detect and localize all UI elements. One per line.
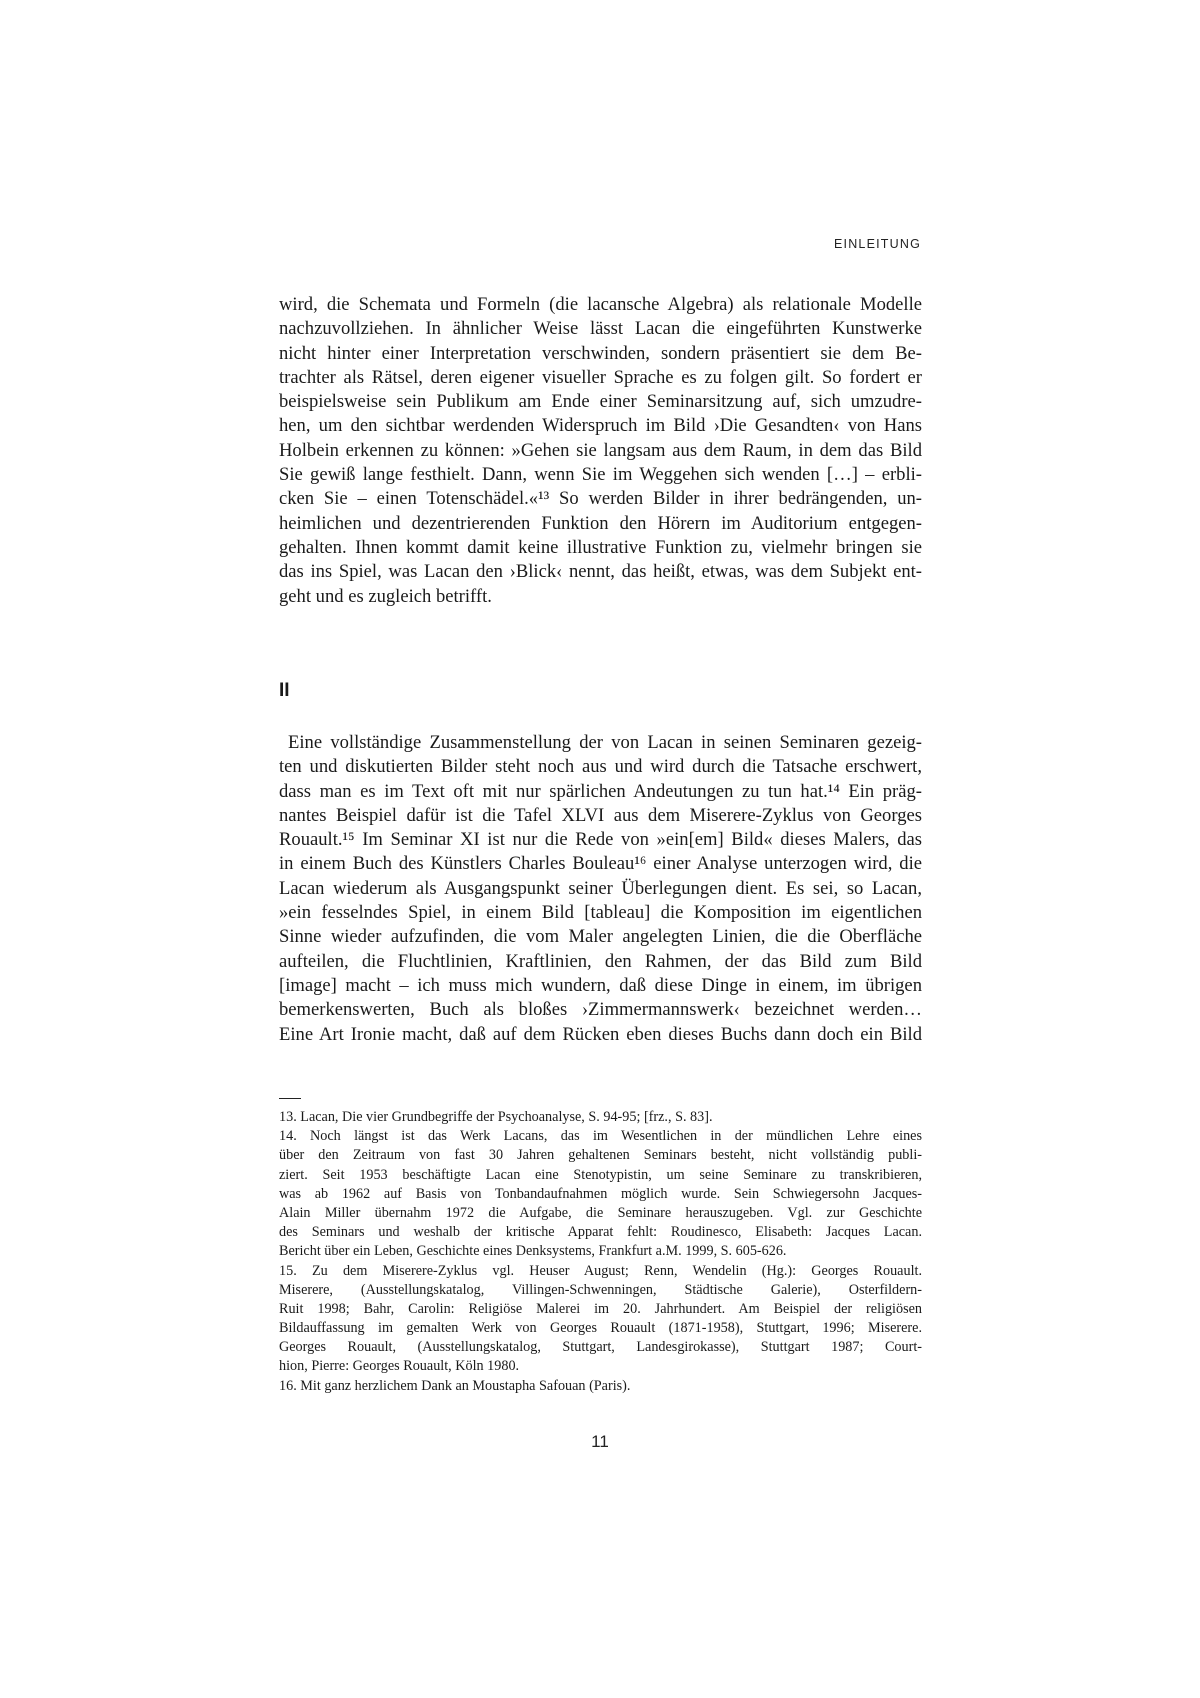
text-line: Eine Art Ironie macht, daß auf dem Rücken eben dieses Buchs dann doch ein Bild <box>279 1023 922 1045</box>
text-line: nicht hinter einer Interpretation verschwinden, sondern präsentiert sie dem Be- <box>279 342 922 364</box>
text-line: beispielsweise sein Publikum am Ende einer Seminarsitzung auf, sich umzudre- <box>279 391 922 413</box>
footnotes <box>279 1108 922 1396</box>
text-line: wird, die Schemata und Formeln (die lacansche Algebra) als relationale Modelle <box>279 294 922 315</box>
footnote-line: hion, Pierre: Georges Rouault, Köln 1980. <box>279 1358 520 1375</box>
footnote-line: was ab 1962 auf Basis von Tonbandaufnahmen möglich wurde. Sein Schwiegersohn Jacques- <box>279 1185 922 1202</box>
running-head: EINLEITUNG <box>833 237 921 251</box>
footnote-line: 16. Mit ganz herzlichem Dank an Moustapha Safouan (Paris). <box>279 1377 631 1394</box>
text-line: heimlichen und dezentrierenden Funktion den Hörern im Auditorium entgegen- <box>279 512 922 534</box>
footnote-line: des Seminars und weshalb der kritische Apparat fehlt: Roudinesco, Elisabeth: Jacques Lacan. <box>279 1224 922 1241</box>
body-paragraph-2 <box>279 731 922 1047</box>
text-line: Lacan wiederum als Ausgangspunkt seiner Überlegungen dient. Es sei, so Lacan, <box>279 877 922 899</box>
text-line: Sinne wieder aufzufinden, die vom Maler angelegten Linien, die die Oberfläche <box>279 926 922 948</box>
footnote-line: Ruit 1998; Bahr, Carolin: Religiöse Malerei im 20. Jahrhundert. Am Beispiel der religiösen <box>279 1300 922 1317</box>
text-line: Rouault.¹⁵ Im Seminar XI ist nur die Rede von »ein[em] Bild« dieses Malers, das <box>279 829 922 851</box>
text-line: gehalten. Ihnen kommt damit keine illustrative Funktion zu, vielmehr bringen sie <box>279 536 922 558</box>
footnote-line: Bildauffassung im gemalten Werk von Georges Rouault (1871-1958), Stuttgart, 1996; Miserere. <box>279 1320 922 1337</box>
text-line: Sie gewiß lange festhielt. Dann, wenn Sie im Weggehen sich wenden […] – erbli- <box>279 464 922 486</box>
text-line: aufteilen, die Fluchtlinien, Kraftlinien, den Rahmen, der das Bild zum Bild <box>279 950 922 972</box>
footnote-rule <box>279 1098 301 1099</box>
text-line: cken Sie – einen Totenschädel.«¹³ So werden Bilder in ihrer bedrängenden, un- <box>279 488 922 510</box>
text-line: nachzuvollziehen. In ähnlicher Weise lässt Lacan die eingeführten Kunstwerke <box>279 318 922 340</box>
footnote-line: Miserere, (Ausstellungskatalog, Villingen-Schwenningen, Städtische Galerie), Osterfildern- <box>279 1281 922 1298</box>
text-line: [image] macht – ich muss mich wundern, daß diese Dinge in einem, im übrigen <box>279 974 922 996</box>
footnote-line: Alain Miller übernahm 1972 die Aufgabe, die Seminare herauszugeben. Vgl. zur Geschichte <box>279 1204 922 1221</box>
footnote-line: 15. Zu dem Miserere-Zyklus vgl. Heuser August; Renn, Wendelin (Hg.): Georges Rouault. <box>279 1262 922 1279</box>
text-line: bemerkenswerten, Buch als bloßes ›Zimmermannswerk‹ bezeichnet werden… <box>279 999 922 1021</box>
text-line: nantes Beispiel dafür ist die Tafel XLVI aus dem Miserere-Zyklus von Georges <box>279 804 922 826</box>
text-line: hen, um den sichtbar werdenden Widerspruch im Bild ›Die Gesandten‹ von Hans <box>279 415 922 437</box>
footnote-line: Bericht über ein Leben, Geschichte eines Denksystems, Frankfurt a.M. 1999, S. 605-626. <box>279 1243 787 1260</box>
text-line: dass man es im Text oft mit nur spärlichen Andeutungen zu tun hat.¹⁴ Ein präg- <box>279 780 922 802</box>
text-line: geht und es zugleich betrifft. <box>279 585 492 607</box>
section-heading: II <box>279 680 290 701</box>
text-line: in einem Buch des Künstlers Charles Bouleau¹⁶ einer Analyse unterzogen wird, die <box>279 853 922 875</box>
footnote-line: 13. Lacan, Die vier Grundbegriffe der Psychoanalyse, S. 94-95; [frz., S. 83]. <box>279 1109 713 1125</box>
text-line: das ins Spiel, was Lacan den ›Blick‹ nennt, das heißt, etwas, was dem Subjekt ent- <box>279 561 922 583</box>
footnote-line: ziert. Seit 1953 beschäftigte Lacan eine Stenotypistin, um seine Seminare zu transkribieren, <box>279 1166 922 1183</box>
footnote-line: 14. Noch längst ist das Werk Lacans, das im Wesentlichen in der mündlichen Lehre eines <box>279 1128 922 1145</box>
text-line: Eine vollständige Zusammenstellung der von Lacan in seinen Seminaren gezeig- <box>288 732 922 753</box>
footnote-line: Georges Rouault, (Ausstellungskatalog, Stuttgart, Landesgirokasse), Stuttgart 1987; Court- <box>279 1339 922 1356</box>
text-line: ten und diskutierten Bilder steht noch aus und wird durch die Tatsache erschwert, <box>279 756 922 778</box>
text-line: »ein fesselndes Spiel, in einem Bild [tableau] die Komposition im eigentlichen <box>279 902 922 924</box>
text-line: trachter als Rätsel, deren eigener visueller Sprache es zu folgen gilt. So fordert er <box>279 366 922 388</box>
text-line: Holbein erkennen zu können: »Gehen sie langsam aus dem Raum, in dem das Bild <box>279 439 922 461</box>
footnote-line: über den Zeitraum von fast 30 Jahren gehaltenen Seminars besteht, nicht vollständig publi- <box>279 1147 922 1164</box>
body-paragraph-1 <box>279 293 922 609</box>
page-number: 11 <box>591 1432 609 1451</box>
